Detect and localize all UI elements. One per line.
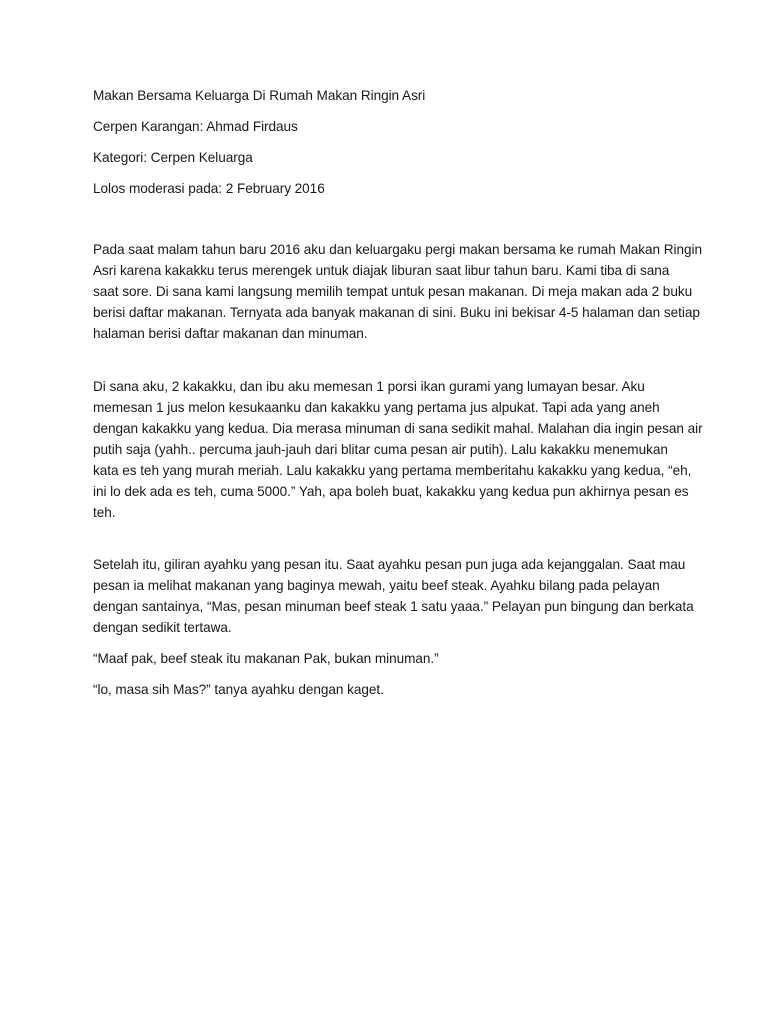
paragraph-line: dengan sedikit tertawa.: [93, 620, 232, 635]
paragraph-line: Setelah itu, giliran ayahku yang pesan itu. Saat ayahku pesan pun juga ada kejanggalan. Saat mau: [93, 557, 686, 572]
paragraph-line: dengan kakakku yang kedua. Dia merasa minuman di sana sedikit mahal. Malahan dia ingin pesan air: [93, 421, 703, 436]
story-title: Makan Bersama Keluarga Di Rumah Makan Ringin Asri: [93, 88, 426, 103]
paragraph-line: “lo, masa sih Mas?” tanya ayahku dengan kaget.: [93, 682, 384, 697]
paragraph-line: pesan ia melihat makanan yang baginya mewah, yaitu beef steak. Ayahku bilang pada pelayan: [93, 578, 660, 593]
paragraph-line: kata es teh yang murah meriah. Lalu kakakku yang pertama memberitahu kakakku yang kedua, “eh,: [93, 463, 692, 478]
paragraph-line: Di sana aku, 2 kakakku, dan ibu aku memesan 1 porsi ikan gurami yang lumayan besar. Aku: [93, 379, 645, 394]
paragraph-line: “Maaf pak, beef steak itu makanan Pak, bukan minuman.”: [93, 651, 439, 666]
paragraph-line: berisi daftar makanan. Ternyata ada banyak makanan di sini. Buku ini bekisar 4-5 halaman dan setiap: [93, 305, 700, 320]
moderation-date: Lolos moderasi pada: 2 February 2016: [93, 181, 325, 196]
story-author: Cerpen Karangan: Ahmad Firdaus: [93, 119, 298, 134]
paragraph-line: teh.: [93, 505, 116, 520]
paragraph-line: dengan santainya, “Mas, pesan minuman beef steak 1 satu yaaa.” Pelayan pun bingung dan berkata: [93, 599, 694, 614]
paragraph-line: ini lo dek ada es teh, cuma 5000.” Yah, apa boleh buat, kakakku yang kedua pun akhirnya pesan es: [93, 484, 689, 499]
paragraph-line: halaman berisi daftar makanan dan minuman.: [93, 326, 368, 341]
story-category: Kategori: Cerpen Keluarga: [93, 150, 253, 165]
paragraph-line: memesan 1 jus melon kesukaanku dan kakakku yang pertama jus alpukat. Tapi ada yang aneh: [93, 400, 660, 415]
paragraph-line: Pada saat malam tahun baru 2016 aku dan keluargaku pergi makan bersama ke rumah Makan Ringin: [93, 242, 702, 257]
paragraph-line: putih saja (yahh.. percuma jauh-jauh dari blitar cuma pesan air putih). Lalu kakakku menemukan: [93, 442, 668, 457]
paragraph-line: saat sore. Di sana kami langsung memilih tempat untuk pesan makanan. Di meja makan ada 2 buku: [93, 284, 693, 299]
paragraph-line: Asri karena kakakku terus merengek untuk diajak liburan saat libur tahun baru. Kami tiba di sana: [93, 263, 670, 278]
